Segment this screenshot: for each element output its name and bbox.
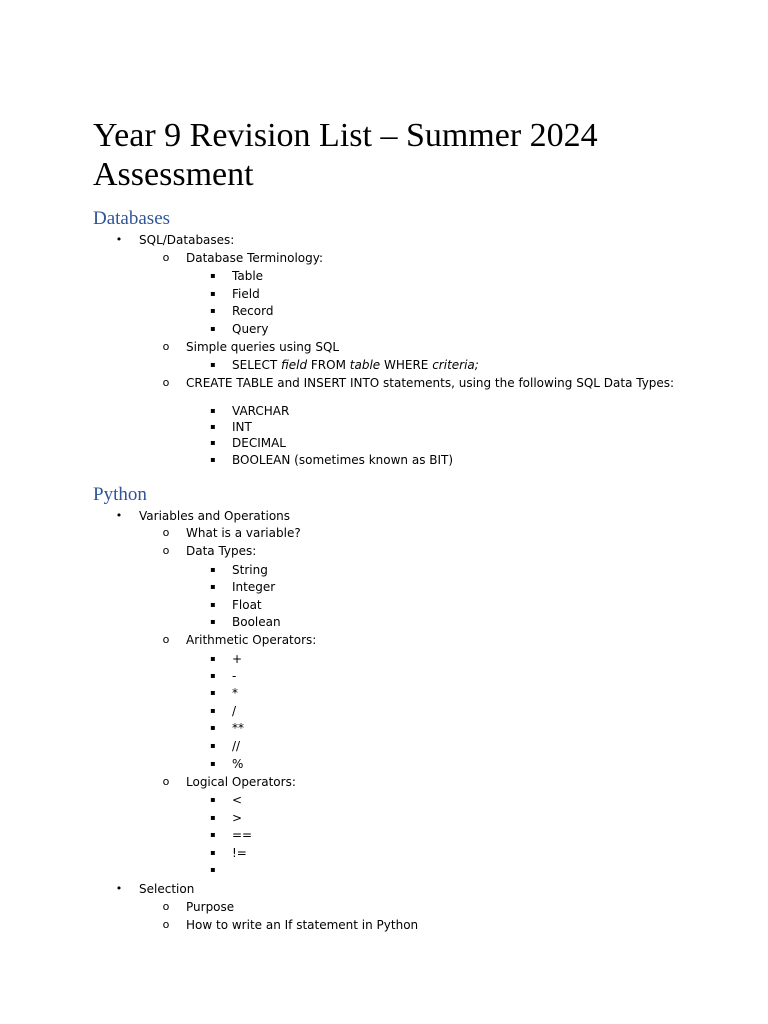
list-item-text: Arithmetic Operators: (186, 633, 317, 647)
square-marker: ▪ (210, 406, 216, 415)
page-title: Year 9 Revision List – Summer 2024 Assessment (93, 117, 598, 193)
square-marker: ▪ (210, 600, 216, 609)
square-marker: ▪ (210, 688, 216, 697)
list-item-text: < (232, 793, 243, 807)
circle-marker: o (162, 376, 170, 389)
query-where: WHERE (380, 358, 433, 372)
list-item-text: CREATE TABLE and INSERT INTO statements, using the following SQL Data Types: (186, 376, 675, 390)
square-marker: ▪ (210, 455, 216, 464)
list-item-text: Float (232, 598, 262, 612)
query-field: field (281, 358, 308, 372)
circle-marker: o (162, 544, 170, 557)
square-marker: ▪ (210, 360, 216, 369)
square-marker: ▪ (210, 306, 216, 315)
list-item-text: Field (232, 287, 260, 301)
list-item-text: Variables and Operations (139, 509, 291, 523)
list-item-text: INT (232, 420, 252, 434)
list-item-text: BOOLEAN (sometimes known as BIT) (232, 453, 454, 467)
square-marker: ▪ (210, 813, 216, 822)
list-item-text: Table (232, 269, 264, 283)
square-marker: ▪ (210, 582, 216, 591)
query-select: SELECT (232, 358, 281, 372)
square-marker: ▪ (210, 271, 216, 280)
circle-marker: o (162, 900, 170, 913)
list-item-text: DECIMAL (232, 436, 286, 450)
list-item-text: * (232, 686, 238, 700)
circle-marker: o (162, 633, 170, 646)
bullet-marker: • (115, 509, 123, 522)
square-marker: ▪ (210, 654, 216, 663)
list-item-text: Purpose (186, 900, 235, 914)
square-marker: ▪ (210, 848, 216, 857)
list-item-text: SQL/Databases: (139, 233, 235, 247)
square-marker: ▪ (210, 324, 216, 333)
square-marker: ▪ (210, 830, 216, 839)
circle-marker: o (162, 340, 170, 353)
list-item-text: / (232, 704, 237, 718)
list-item-text: // (232, 739, 241, 753)
square-marker: ▪ (210, 422, 216, 431)
square-marker: ▪ (210, 565, 216, 574)
circle-marker: o (162, 251, 170, 264)
circle-marker: o (162, 526, 170, 539)
square-marker: ▪ (210, 759, 216, 768)
list-item-text: == (232, 828, 253, 842)
list-item-text: Database Terminology: (186, 251, 324, 265)
square-marker: ▪ (210, 741, 216, 750)
list-item-text: % (232, 757, 244, 771)
list-item-text: Logical Operators: (186, 775, 296, 789)
square-marker: ▪ (210, 795, 216, 804)
list-item-text: Simple queries using SQL (186, 340, 340, 354)
square-marker: ▪ (210, 671, 216, 680)
square-marker: ▪ (210, 289, 216, 298)
list-item-text: Selection (139, 882, 195, 896)
list-item-text: + (232, 652, 243, 666)
section-heading-python: Python (93, 484, 147, 505)
list-item-text: String (232, 563, 268, 577)
circle-marker: o (162, 775, 170, 788)
circle-marker: o (162, 918, 170, 931)
list-item-text: Query (232, 322, 269, 336)
bullet-marker: • (115, 233, 123, 246)
list-item-text: Record (232, 304, 274, 318)
square-marker: ▪ (210, 617, 216, 626)
list-item-text: - (232, 669, 237, 683)
list-item-text: ** (232, 721, 244, 735)
query-table: table (349, 358, 381, 372)
query-criteria: criteria; (432, 358, 479, 372)
list-item-text: How to write an If statement in Python (186, 918, 419, 932)
list-item-text: Boolean (232, 615, 281, 629)
list-item-text: > (232, 811, 243, 825)
sql-query-text (232, 357, 479, 373)
list-item-text: != (232, 846, 247, 860)
square-marker: ▪ (210, 723, 216, 732)
list-item-text: What is a variable? (186, 526, 301, 540)
list-item-text: Integer (232, 580, 276, 594)
square-marker: ▪ (210, 438, 216, 447)
list-item-text: VARCHAR (232, 404, 290, 418)
section-heading-databases: Databases (93, 208, 171, 229)
bullet-marker: • (115, 882, 123, 895)
square-marker: ▪ (210, 706, 216, 715)
square-marker: ▪ (210, 865, 216, 874)
query-from: FROM (307, 358, 350, 372)
list-item-text: Data Types: (186, 544, 257, 558)
